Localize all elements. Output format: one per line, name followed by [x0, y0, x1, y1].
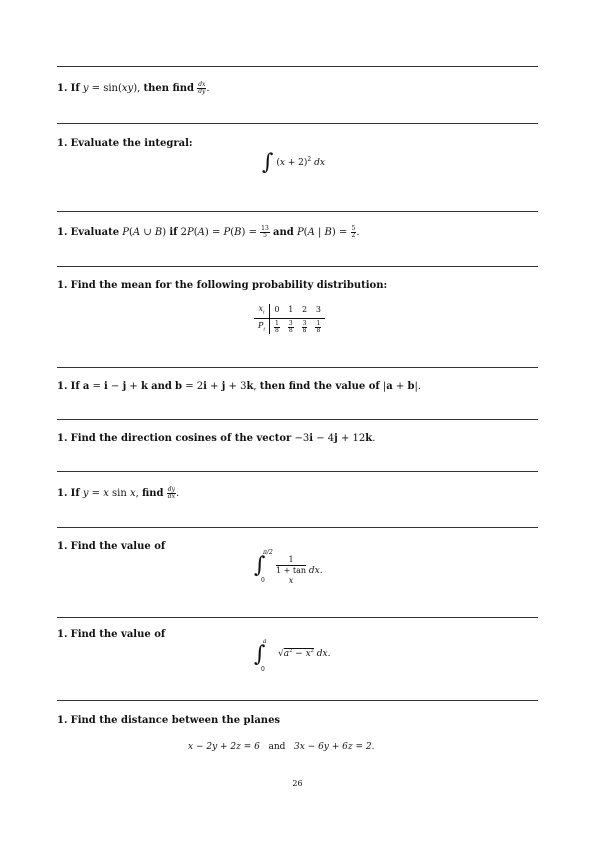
question-1: 1. If y = sin(xy), then find $\frac{dx}{dy}$ .: [57, 81, 210, 95]
definite-integral-2: ∫ a 0 $√a^2 - x^2$ dx.: [254, 638, 331, 673]
question-6: 1. Find the direction cosines of the vector −3i − 4j + 12k.: [57, 433, 376, 444]
question-5: 1. If a = i − j + k and b = 2i + j + 3k, then find the value of |a + b|.: [57, 381, 422, 392]
question-4: 1. Find the mean for the following probability distribution:: [57, 280, 388, 291]
divider: [57, 700, 538, 701]
table-header-pi: $P_i$: [254, 318, 270, 334]
divider: [57, 66, 538, 67]
divider: [57, 266, 538, 267]
divider: [57, 617, 538, 618]
divider: [57, 527, 538, 528]
probability-table: $x_i$ 0 1 2 3 $P_i$ $\frac{1}{8}$ $\frac{3}{8}$ $\frac{3}{8}$ $\frac{1}{8}$: [254, 304, 325, 334]
question-3: 1. Evaluate P(A ∪ B) if 2P(A) = P(B) = $\frac{13}{5}$ and P(A | B) = $\frac{5}{2}$ .: [57, 225, 360, 239]
question-8: 1. Find the value of: [57, 541, 166, 552]
question-9: 1. Find the value of: [57, 629, 166, 640]
question-7: 1. If y = x sin x, find $\frac{dy}{dx}$ .: [57, 486, 180, 500]
divider: [57, 419, 538, 420]
planes-equations: x − 2y + 2z = 6 and 3x − 6y + 6z = 2.: [188, 742, 375, 752]
question-10: 1. Find the distance between the planes: [57, 715, 281, 726]
question-2: 1. Evaluate the integral:: [57, 138, 193, 149]
page-number: 26: [292, 779, 303, 788]
definite-integral-1: ∫ π/2 0 1 1 + tan x dx.: [254, 549, 323, 585]
divider: [57, 367, 538, 368]
divider: [57, 123, 538, 124]
divider: [57, 211, 538, 212]
integral-expression: ∫ $(x + 2)^2$ dx: [262, 150, 325, 175]
divider: [57, 471, 538, 472]
table-header-xi: $x_i$: [254, 304, 270, 318]
